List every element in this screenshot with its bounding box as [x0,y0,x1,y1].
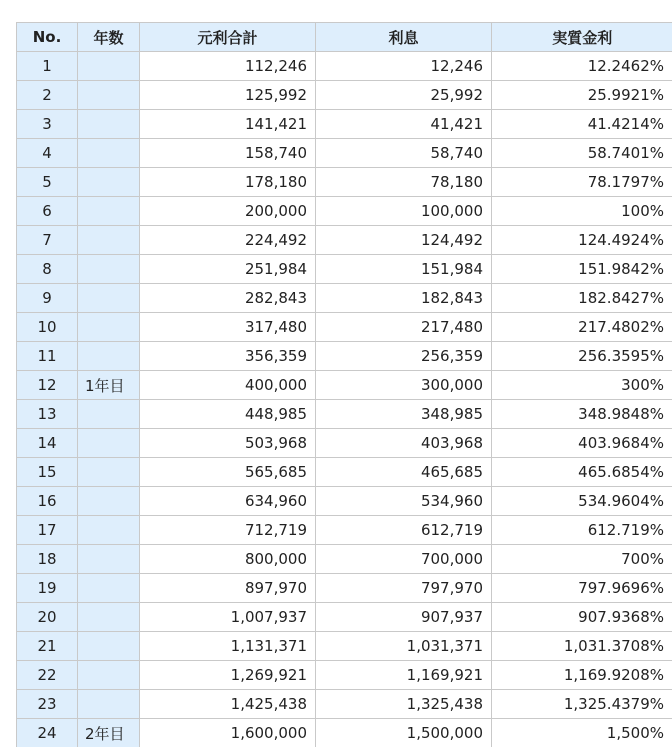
table-row [17,661,672,690]
cell-rate: 612.719% [492,516,672,545]
cell-interest: 1,500,000 [316,719,492,747]
cell-year [78,516,140,545]
cell-year: 2年目 [78,719,140,747]
cell-rate: 78.1797% [492,168,672,197]
cell-no: 11 [17,342,78,371]
cell-no: 21 [17,632,78,661]
cell-total: 224,492 [140,226,316,255]
cell-total: 141,421 [140,110,316,139]
cell-year [78,197,140,226]
cell-rate: 182.8427% [492,284,672,313]
table-row [17,516,672,545]
cell-year [78,400,140,429]
cell-rate: 100% [492,197,672,226]
cell-rate: 907.9368% [492,603,672,632]
table-row [17,110,672,139]
table-body [17,52,672,747]
cell-no: 14 [17,429,78,458]
cell-rate: 41.4214% [492,110,672,139]
cell-interest: 256,359 [316,342,492,371]
cell-year [78,429,140,458]
cell-no: 23 [17,690,78,719]
cell-total: 1,269,921 [140,661,316,690]
cell-total: 448,985 [140,400,316,429]
cell-rate: 12.2462% [492,52,672,81]
cell-total: 800,000 [140,545,316,574]
cell-no: 15 [17,458,78,487]
cell-total: 1,007,937 [140,603,316,632]
cell-no: 16 [17,487,78,516]
cell-year [78,458,140,487]
cell-rate: 217.4802% [492,313,672,342]
cell-total: 200,000 [140,197,316,226]
cell-total: 400,000 [140,371,316,400]
cell-year [78,632,140,661]
header-total: 元利合計 [140,23,316,52]
cell-interest: 403,968 [316,429,492,458]
cell-rate: 1,169.9208% [492,661,672,690]
cell-interest: 58,740 [316,139,492,168]
table-row [17,690,672,719]
table-row [17,400,672,429]
cell-year [78,139,140,168]
cell-no: 5 [17,168,78,197]
table-row [17,313,672,342]
cell-year [78,690,140,719]
cell-rate: 465.6854% [492,458,672,487]
cell-total: 897,970 [140,574,316,603]
header-year: 年数 [78,23,140,52]
cell-interest: 182,843 [316,284,492,313]
cell-no: 17 [17,516,78,545]
table-header [17,23,672,52]
cell-rate: 151.9842% [492,255,672,284]
cell-year [78,574,140,603]
cell-interest: 1,031,371 [316,632,492,661]
table-row [17,719,672,747]
cell-rate: 58.7401% [492,139,672,168]
cell-year [78,284,140,313]
cell-year [78,313,140,342]
table-row [17,371,672,400]
cell-rate: 700% [492,545,672,574]
cell-no: 13 [17,400,78,429]
cell-year [78,661,140,690]
cell-year [78,226,140,255]
table-row [17,197,672,226]
table-row [17,429,672,458]
cell-total: 1,131,371 [140,632,316,661]
cell-rate: 25.9921% [492,81,672,110]
table-row [17,139,672,168]
table-row [17,81,672,110]
cell-year [78,603,140,632]
cell-year [78,168,140,197]
cell-rate: 403.9684% [492,429,672,458]
cell-total: 282,843 [140,284,316,313]
cell-interest: 100,000 [316,197,492,226]
cell-interest: 41,421 [316,110,492,139]
cell-no: 2 [17,81,78,110]
cell-total: 178,180 [140,168,316,197]
cell-year [78,52,140,81]
cell-interest: 1,169,921 [316,661,492,690]
header-rate: 実質金利 [492,23,672,52]
cell-rate: 300% [492,371,672,400]
cell-interest: 348,985 [316,400,492,429]
cell-total: 125,992 [140,81,316,110]
table-row [17,458,672,487]
table-row [17,632,672,661]
cell-rate: 1,500% [492,719,672,747]
cell-interest: 12,246 [316,52,492,81]
cell-year [78,110,140,139]
cell-year [78,342,140,371]
cell-interest: 700,000 [316,545,492,574]
cell-rate: 797.9696% [492,574,672,603]
cell-no: 20 [17,603,78,632]
table-row [17,226,672,255]
cell-no: 9 [17,284,78,313]
cell-no: 19 [17,574,78,603]
table-row [17,168,672,197]
cell-interest: 907,937 [316,603,492,632]
cell-total: 317,480 [140,313,316,342]
cell-year [78,255,140,284]
table-row [17,52,672,81]
table-row [17,545,672,574]
table-row [17,284,672,313]
cell-no: 22 [17,661,78,690]
cell-no: 7 [17,226,78,255]
cell-interest: 1,325,438 [316,690,492,719]
cell-total: 1,600,000 [140,719,316,747]
cell-rate: 256.3595% [492,342,672,371]
interest-table [16,22,672,747]
cell-no: 10 [17,313,78,342]
cell-interest: 124,492 [316,226,492,255]
cell-total: 1,425,438 [140,690,316,719]
cell-no: 1 [17,52,78,81]
cell-interest: 78,180 [316,168,492,197]
cell-total: 251,984 [140,255,316,284]
cell-year [78,487,140,516]
cell-no: 8 [17,255,78,284]
header-interest: 利息 [316,23,492,52]
cell-total: 112,246 [140,52,316,81]
cell-total: 712,719 [140,516,316,545]
cell-rate: 534.9604% [492,487,672,516]
cell-no: 24 [17,719,78,747]
cell-interest: 300,000 [316,371,492,400]
cell-no: 4 [17,139,78,168]
table-row [17,487,672,516]
table-row [17,255,672,284]
cell-no: 6 [17,197,78,226]
top-strip [0,0,672,18]
cell-rate: 1,031.3708% [492,632,672,661]
cell-year [78,81,140,110]
cell-total: 503,968 [140,429,316,458]
table-row [17,574,672,603]
cell-no: 18 [17,545,78,574]
cell-total: 634,960 [140,487,316,516]
cell-year [78,545,140,574]
cell-total: 356,359 [140,342,316,371]
cell-interest: 797,970 [316,574,492,603]
table-row [17,603,672,632]
cell-total: 158,740 [140,139,316,168]
header-row [17,23,672,52]
cell-rate: 348.9848% [492,400,672,429]
cell-interest: 612,719 [316,516,492,545]
table-row [17,342,672,371]
header-no: No. [17,23,78,52]
cell-total: 565,685 [140,458,316,487]
cell-rate: 124.4924% [492,226,672,255]
cell-interest: 25,992 [316,81,492,110]
cell-interest: 151,984 [316,255,492,284]
cell-no: 12 [17,371,78,400]
cell-year: 1年目 [78,371,140,400]
cell-interest: 465,685 [316,458,492,487]
cell-no: 3 [17,110,78,139]
cell-interest: 534,960 [316,487,492,516]
cell-interest: 217,480 [316,313,492,342]
cell-rate: 1,325.4379% [492,690,672,719]
